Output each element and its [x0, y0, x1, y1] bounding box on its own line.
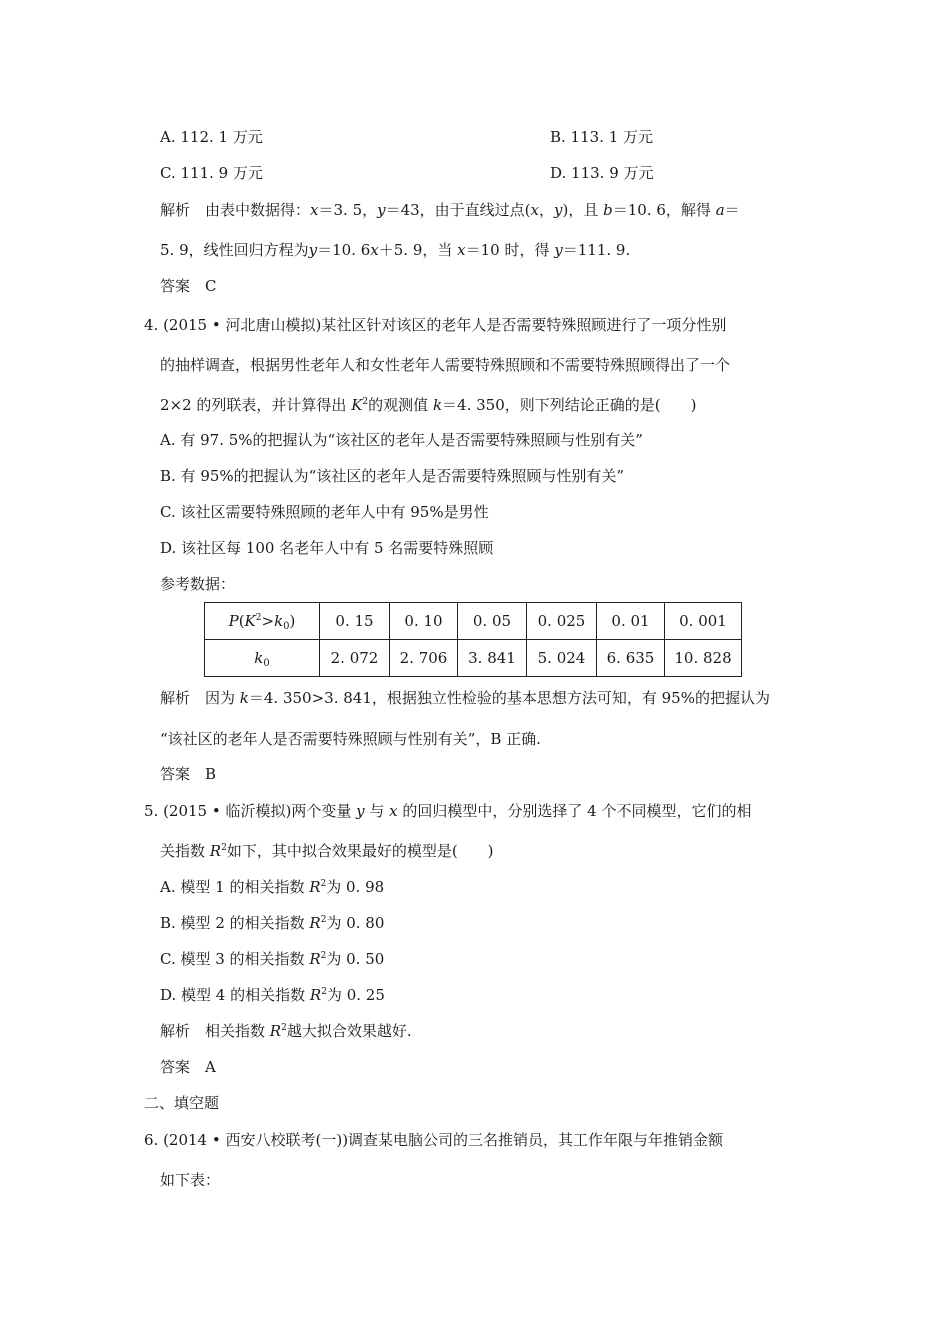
q4-option-b: B. 有 95%的把握认为“该社区的老年人是否需要特殊照顾与性别有关” [160, 467, 625, 485]
q5-stem-line1: 5. (2015 • 临沂模拟)两个变量 y 与 x 的回归模型中，分别选择了 4 个不同模型，它们的相 [144, 802, 752, 820]
q4-answer: 答案 B [160, 765, 217, 783]
table-row [205, 603, 742, 640]
table-cell: 6. 635 [597, 640, 665, 677]
q3-option-d: D. 113. 9 万元 [550, 164, 654, 182]
q5-answer: 答案 A [160, 1058, 216, 1076]
table-row [205, 640, 742, 677]
q4-analysis-line2: “该社区的老年人是否需要特殊照顾与性别有关”，B 正确. [160, 730, 541, 748]
table-cell: 0. 001 [665, 603, 742, 640]
table-cell: 0. 01 [597, 603, 665, 640]
section-heading: 二、填空题 [144, 1094, 220, 1112]
q3-answer: 答案 C [160, 277, 217, 295]
table-cell: 0. 15 [320, 603, 390, 640]
q6-stem-line1: 6. (2014 • 西安八校联考(一))调查某电脑公司的三名推销员，其工作年限与年推销金额 [144, 1131, 724, 1149]
table-cell: 0. 025 [527, 603, 597, 640]
q5-option-c: C. 模型 3 的相关指数 $R^2$为 0. 50 [160, 950, 385, 968]
q5-option-d: D. 模型 4 的相关指数 $R^2$为 0. 25 [160, 986, 385, 1004]
reference-data-table [204, 602, 742, 677]
q5-analysis: 解析 相关指数 $R^2$越大拟合效果越好. [160, 1022, 412, 1040]
q5-option-a: A. 模型 1 的相关指数 $R^2$为 0. 98 [160, 878, 385, 896]
table-cell: 10. 828 [665, 640, 742, 677]
q4-option-d: D. 该社区每 100 名老年人中有 5 名需要特殊照顾 [160, 539, 494, 557]
q3-option-c: C. 111. 9 万元 [160, 164, 263, 182]
q4-reference-label: 参考数据： [160, 575, 236, 593]
q5-option-b: B. 模型 2 的相关指数 $R^2$为 0. 80 [160, 914, 385, 932]
q6-stem-line2: 如下表： [160, 1171, 221, 1189]
table-cell: 2. 706 [390, 640, 458, 677]
table-cell: 0. 05 [458, 603, 527, 640]
q4-option-c: C. 该社区需要特殊照顾的老年人中有 95%是男性 [160, 503, 489, 521]
q4-stem-line1: 4. (2015 • 河北唐山模拟)某社区针对该区的老年人是否需要特殊照顾进行了一项分性别 [144, 316, 727, 334]
q4-option-a: A. 有 97. 5%的把握认为“该社区的老年人是否需要特殊照顾与性别有关” [160, 431, 643, 449]
table-cell: 0. 10 [390, 603, 458, 640]
table-cell: 5. 024 [527, 640, 597, 677]
table-cell: 3. 841 [458, 640, 527, 677]
q3-option-a: A. 112. 1 万元 [160, 128, 263, 146]
q4-analysis-line1: 解析 因为 k＝4. 350>3. 841，根据独立性检验的基本思想方法可知，有 95%的把握认为 [160, 689, 770, 707]
q4-stem-line3: 2×2 的列联表，并计算得出 $K^2$的观测值 k＝4. 350，则下列结论正确的是( ) [160, 396, 697, 414]
table-cell: 2. 072 [320, 640, 390, 677]
table-header-probability: $P(K^2>k_0)$ [205, 603, 320, 640]
q5-stem-line2: 关指数 $R^2$如下，其中拟合效果最好的模型是( ) [160, 842, 494, 860]
q3-analysis-line1: 解析 由表中数据得：x＝3. 5，y＝43，由于直线过点(x，y)，且 b＝10. 6，解得 a＝ [160, 201, 740, 219]
q3-analysis-line2: 5. 9，线性回归方程为y＝10. 6x＋5. 9，当 x＝10 时，得 y＝111. 9. [160, 241, 631, 259]
q3-option-b: B. 113. 1 万元 [550, 128, 654, 146]
q4-stem-line2: 的抽样调查，根据男性老年人和女性老年人需要特殊照顾和不需要特殊照顾得出了一个 [160, 356, 731, 374]
table-header-k0: $k_0$ [205, 640, 320, 677]
